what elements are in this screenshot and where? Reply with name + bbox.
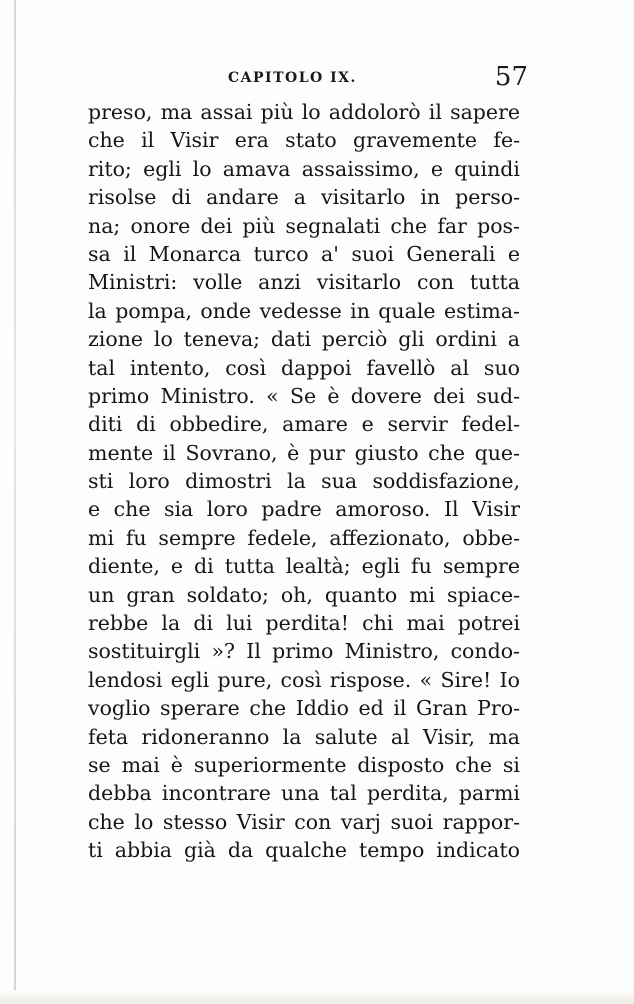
text-line: diente, e di tutta lealtà; egli fu sempre <box>88 554 520 579</box>
text-line: voglio sperare che Iddio ed il Gran Pro- <box>88 696 520 721</box>
text-line: risolse di andare a visitarlo in perso- <box>88 185 520 210</box>
page-bottom-edge <box>0 990 634 1004</box>
text-line: sti loro dimostri la sua soddisfazione, <box>88 469 520 494</box>
text-line: e che sia loro padre amoroso. Il Visir <box>88 497 520 522</box>
page-number: 57 <box>494 62 528 92</box>
text-line: primo Ministro. « Se è dovere dei sud- <box>88 383 520 408</box>
text-line: sa il Monarca turco a' suoi Generali e <box>88 241 520 266</box>
text-line: zione lo teneva; dati perciò gli ordini a <box>88 327 520 352</box>
text-line: debba incontrare una tal perdita, parmi <box>88 781 520 806</box>
text-line: mi fu sempre fedele, affezionato, obbe- <box>88 525 520 550</box>
text-line: ti abbia già da qualche tempo indicato <box>88 838 520 863</box>
text-line: che il Visir era stato gravemente fe- <box>88 128 520 153</box>
text-line: mente il Sovrano, è pur giusto che que- <box>88 440 520 465</box>
body-text <box>88 98 520 865</box>
text-line: che lo stesso Visir con varj suoi rappor- <box>88 809 520 834</box>
text-line: na; onore dei più segnalati che far pos- <box>88 213 520 238</box>
text-line: la pompa, onde vedesse in quale estima- <box>88 298 520 323</box>
text-line: tal intento, così dappoi favellò al suo <box>88 355 520 380</box>
running-head <box>88 62 528 96</box>
text-line: un gran soldato; oh, quanto mi spiace- <box>88 582 520 607</box>
text-line: se mai è superiormente disposto che si <box>88 752 520 777</box>
text-line: diti di obbedire, amare e servir fedel- <box>88 412 520 437</box>
text-line: Ministri: volle anzi visitarlo con tutta <box>88 270 520 295</box>
text-line: rito; egli lo amava assaissimo, e quindi <box>88 156 520 181</box>
text-line: sostituirgli »? Il primo Ministro, condo- <box>88 639 520 664</box>
text-line: lendosi egli pure, così rispose. « Sire! Io <box>88 667 520 692</box>
chapter-title: CAPITOLO IX. <box>228 70 357 86</box>
text-line: preso, ma assai più lo addolorò il sapere <box>88 100 520 124</box>
page-gutter-edge <box>14 0 16 1004</box>
text-line: rebbe la di lui perdita! chi mai potrei <box>88 611 520 636</box>
text-line: feta ridoneranno la salute al Visir, ma <box>88 724 520 749</box>
